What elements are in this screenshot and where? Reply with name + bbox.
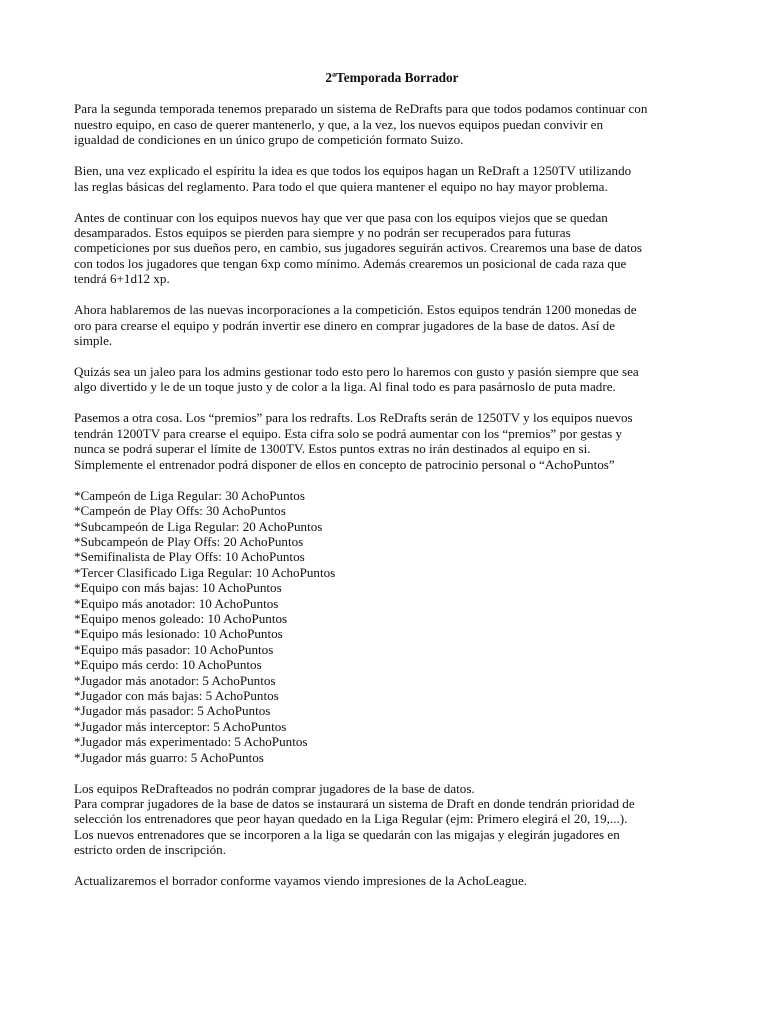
list-item: *Equipo más lesionado: 10 AchoPuntos (74, 626, 283, 642)
paragraph-new-teams: Ahora hablaremos de las nuevas incorporaciones a la competición. Estos equipos tendrán 1200 monedas de oro para crearse el equipo y podrán invertir ese dinero en comprar jugadores de la base de datos. Así de simple. (74, 302, 637, 349)
list-item: *Equipo menos goleado: 10 AchoPuntos (74, 610, 288, 626)
list-item: *Subcampeón de Liga Regular: 20 AchoPuntos (74, 518, 323, 534)
list-item: *Equipo más cerdo: 10 AchoPuntos (74, 657, 262, 673)
paragraph-redraft-1250tv: Bien, una vez explicado el espíritu la idea es que todos los equipos hagan un ReDraft a 1250TV utilizando las reglas básicas del reglamento. Para todo el que quiera mantener el equipo no hay mayor problema. (74, 163, 632, 194)
paragraph-admins: Quizás sea un jaleo para los admins gestionar todo esto pero lo haremos con gusto y pasión siempre que sea algo divertido y le de un toque justo y de color a la liga. Al final todo es para pasárnoslo de puta madre. (74, 364, 639, 395)
document-page (74, 70, 690, 904)
paragraph-old-teams: Antes de continuar con los equipos nuevos hay que ver que pasa con los equipos viejos que se quedan desamparados. Estos equipos se pierden para siempre y no podrán ser recuperados para futuras competiciones por sus dueños pero, en cambio, sus jugadores seguirán activos. Crearemos una base de datos con todos los jugadores que tengan 6xp como mínimo. Además crearemos un posicional de cada raza que tendrá 6+1d12 xp. (74, 209, 642, 287)
list-item: *Equipo con más bajas: 10 AchoPuntos (74, 580, 282, 596)
document-title: 2ªTemporada Borrador (325, 70, 459, 85)
paragraph-closing: Actualizaremos el borrador conforme vayamos viendo impresiones de la AchoLeague. (74, 873, 528, 889)
paragraph-redrafts-intro: Para la segunda temporada tenemos preparado un sistema de ReDrafts para que todos podamos continuar con nuestro equipo, en caso de querer mantenerlo, y que, a la vez, los nuevos equipos puedan convivir en igualdad de condiciones en un único grupo de competición formato Suizo. (74, 101, 648, 148)
awards-list (74, 488, 690, 765)
list-item: *Jugador más experimentado: 5 AchoPuntos (74, 734, 308, 750)
list-item: *Jugador más pasador: 5 AchoPuntos (74, 703, 271, 719)
list-item: *Subcampeón de Play Offs: 20 AchoPuntos (74, 533, 304, 549)
list-item: *Campeón de Play Offs: 30 AchoPuntos (74, 503, 286, 519)
list-item: *Jugador más guarro: 5 AchoPuntos (74, 749, 264, 765)
list-item: *Equipo más anotador: 10 AchoPuntos (74, 595, 279, 611)
list-item: *Jugador más interceptor: 5 AchoPuntos (74, 718, 287, 734)
list-item: *Campeón de Liga Regular: 30 AchoPuntos (74, 487, 305, 503)
paragraph-premios: Pasemos a otra cosa. Los “premios” para los redrafts. Los ReDrafts serán de 1250TV y los equipos nuevos tendrán 1200TV para crearse el equipo. Esta cifra solo se podrá aumentar con los “premios” por gestas y nunca se podrá superar el límite de 1300TV. Estos puntos extras no irán destinados al equipo en si. Simplemente el entrenador podrá disponer de ellos en concepto de patrocinio personal o “AchoPuntos” (74, 410, 633, 472)
list-item: *Jugador más anotador: 5 AchoPuntos (74, 672, 276, 688)
list-item: *Semifinalista de Play Offs: 10 AchoPuntos (74, 549, 305, 565)
list-item: *Jugador con más bajas: 5 AchoPuntos (74, 687, 279, 703)
list-item: *Tercer Clasificado Liga Regular: 10 AchoPuntos (74, 564, 336, 580)
paragraph-draft-system: Los equipos ReDrafteados no podrán comprar jugadores de la base de datos. Para comprar jugadores de la base de datos se instaurará un sistema de Draft en donde tendrán prioridad de selección los entrenadores que peor hayan quedado en la Liga Regular (ejm: Primero elegirá el 20, 19,...). Los nuevos entrenadores que se incorporen a la liga se quedarán con las migajas y elegirán jugadores en estricto orden de inscripción. (74, 780, 635, 858)
list-item: *Equipo más pasador: 10 AchoPuntos (74, 641, 274, 657)
